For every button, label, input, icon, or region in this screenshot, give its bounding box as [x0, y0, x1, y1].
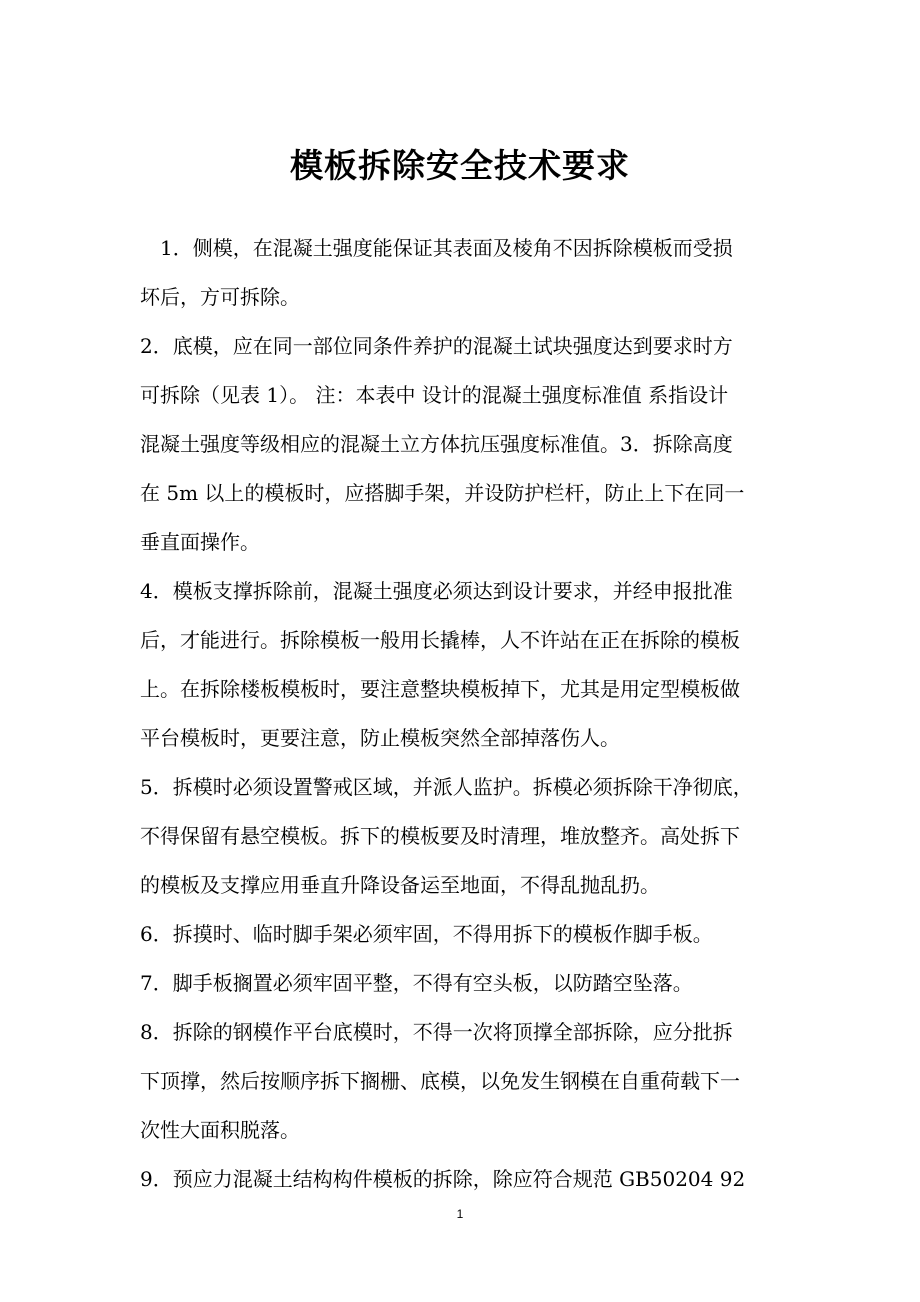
text-line: 不得保留有悬空模板。拆下的模板要及时清理，堆放整齐。高处拆下 [140, 824, 740, 848]
text-line: 4．模板支撑拆除前，混凝土强度必须达到设计要求，并经申报批准 [140, 579, 733, 603]
text-line: 9．预应力混凝土结构构件模板的拆除，除应符合规范 GB50204 92 [140, 1167, 746, 1191]
text-line: 坏后，方可拆除。 [140, 285, 300, 309]
text-line: 7．脚手板搁置必须牢固平整，不得有空头板，以防踏空坠落。 [140, 971, 693, 995]
text-line: 后，才能进行。拆除模板一般用长撬棒，人不许站在正在拆除的模板 [140, 628, 740, 652]
text-line: 混凝土强度等级相应的混凝土立方体抗压强度标准值。3．拆除高度 [140, 432, 733, 456]
text-line: 6．拆摸时、临时脚手架必须牢固，不得用拆下的模板作脚手板。 [140, 922, 713, 946]
text-line: 次性大面积脱落。 [140, 1118, 300, 1142]
text-line: 8．拆除的钢模作平台底模时，不得一次将顶撑全部拆除，应分批拆 [140, 1020, 733, 1044]
text-line: 1．侧模，在混凝土强度能保证其表面及棱角不因拆除模板而受损 [160, 236, 733, 260]
page-number: 1 [456, 1207, 464, 1221]
page-title: 模板拆除安全技术要求 [290, 146, 630, 185]
text-line: 下顶撑，然后按顺序拆下搁栅、底模，以免发生钢模在自重荷载下一 [140, 1069, 740, 1093]
text-line: 2．底模，应在同一部位同条件养护的混凝土试块强度达到要求时方 [140, 334, 733, 358]
text-line: 上。在拆除楼板模板时，要注意整块模板掉下，尤其是用定型模板做 [140, 677, 740, 701]
text-line: 5．拆模时必须设置警戒区域，并派人监护。拆模必须拆除干净彻底， [140, 775, 753, 799]
text-line: 垂直面操作。 [140, 530, 260, 554]
text-line: 在 5m 以上的模板时，应搭脚手架，并设防护栏杆，防止上下在同一 [140, 481, 745, 505]
text-line: 平台模板时，更要注意，防止模板突然全部掉落伤人。 [140, 726, 620, 750]
text-line: 可拆除（见表 1）。 注：本表中 设计的混凝土强度标准值 系指设计 [140, 383, 729, 407]
document-body [140, 224, 790, 1204]
text-line: 的模板及支撑应用垂直升降设备运至地面，不得乱抛乱扔。 [140, 873, 660, 897]
